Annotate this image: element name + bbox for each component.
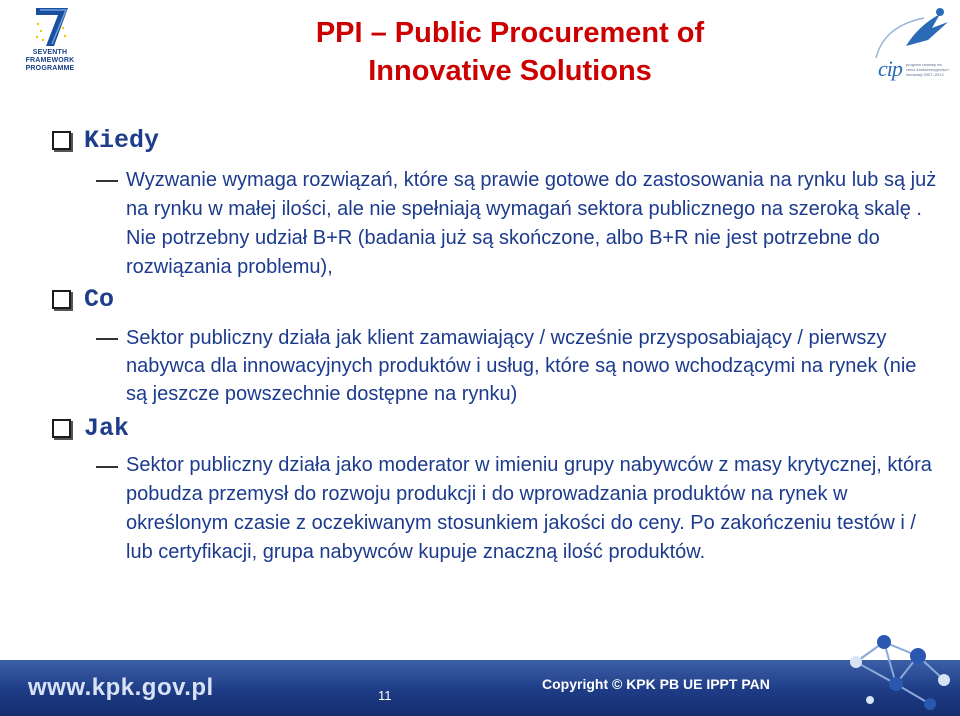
section-text-co: Sektor publiczny działa jak klient zamawiający / wcześnie przysposabiający / pierwszy nabywca dla innowacyjnych produktów i usług, które są nowo wchodzącymi na rynek (nie są jeszcze powszechnie dostępne na rynku) xyxy=(126,327,917,405)
section-text-jak: Sektor publiczny działa jako moderator w imieniu grupy nabywców z masy krytycznej, która pobudza przemysł do rozwoju produkcji i do wprowadzania produktów na rynek w określonym czasie z oczekiwanym stosunkiem jakości do ceny. Po zakończeniu testów i / lub certyfikacji, grupa nabywców kupuje znaczną ilość produktów. xyxy=(126,454,932,563)
heading-text: Kiedy xyxy=(84,126,160,155)
page-number: 11 xyxy=(378,688,392,703)
slide-title xyxy=(190,14,830,90)
dash-bullet-icon xyxy=(96,338,118,340)
footer-url: www.kpk.gov.pl xyxy=(28,674,214,701)
dash-bullet-icon xyxy=(96,466,118,468)
dash-bullet-icon xyxy=(96,180,118,182)
cip-logo-word: cip xyxy=(878,56,902,81)
title-line-1: PPI – Public Procurement of xyxy=(315,17,705,49)
checkbox-bullet-icon xyxy=(52,419,71,438)
checkbox-bullet-icon xyxy=(52,131,71,150)
heading-text: Jak xyxy=(84,414,130,443)
section-heading-jak xyxy=(52,414,129,443)
fp7-logo xyxy=(8,4,88,72)
copyright-text: Copyright © KPK PB UE IPPT PAN xyxy=(542,676,770,692)
section-text-kiedy: Wyzwanie wymaga rozwiązań, które są prawie gotowe do zastosowania na rynku lub są już na rynku w małej ilości, ale nie spełniają wymagań sektora publicznego na szeroką skalę . Nie potrzebny udział B+R (badania już są skończone, albo B+R nie jest potrzebne do rozwiązania problemu), xyxy=(126,169,937,278)
footer-bar xyxy=(0,660,960,716)
cip-logo xyxy=(866,6,956,90)
fp7-logo-line2: PROGRAMME xyxy=(25,65,75,72)
fp7-logo-line1: SEVENTH FRAMEWORK xyxy=(25,49,75,64)
cip-tagline: program ramowy na rzecz konkurencyjności i innowacji 2007–2013 xyxy=(906,62,950,77)
section-heading-kiedy xyxy=(52,126,159,155)
cip-figure-icon xyxy=(866,6,956,62)
kpk-network-icon xyxy=(826,622,960,716)
title-line-2: Innovative Solutions xyxy=(368,55,652,87)
fp7-logo-text xyxy=(8,49,92,73)
section-heading-co xyxy=(52,285,114,314)
checkbox-bullet-icon xyxy=(52,290,71,309)
fp7-seven-icon xyxy=(32,4,72,48)
heading-text: Co xyxy=(84,285,115,314)
